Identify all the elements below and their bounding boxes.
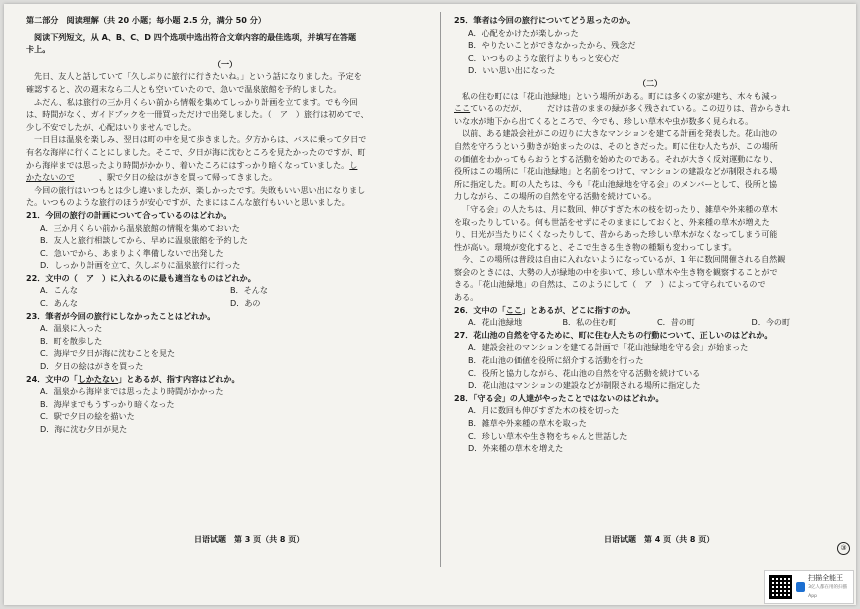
question-24-stem: 24．文中の「しかたない」とあるが、指す内容はどれか。 [26, 373, 240, 384]
passage-line: きる。「花山池緑地」の自然は、このようにして（ ア ）によって守られているので [454, 279, 766, 290]
option-26d: D．今の町 [751, 317, 791, 328]
page-divider [440, 12, 441, 567]
passage-line: ここているのだが、 だけは昔のままの緑が多く残されている。この辺りは、昔からきれ [454, 103, 790, 114]
option-23b: B．町を散歩した [40, 335, 103, 346]
option-23a: A．温泉に入った [40, 323, 103, 334]
passage-line: の価値をわかってもらおうとする活動を始めたのである。それが大きく反対運動になり、 [454, 153, 778, 164]
passage-line: 力しながら、この場所の自然を守る活動を続けている。 [454, 191, 657, 202]
passage-heading-2: （二） [637, 77, 663, 88]
question-21-stem: 21．今回の旅行の計画について合っているのはどれか。 [26, 209, 232, 220]
instruction-line-1: 阅读下列短文，从 A、B、C、D 四个选项中选出符合文章内容的最佳选项，并填写在答题 [34, 31, 357, 42]
underlined-word: かたないので [26, 172, 75, 183]
question-28-stem: 28．「守る会」の人達がやったことではないのはどれか。 [454, 392, 664, 403]
passage-line: ふだん、私は旅行の三か月くらい前から情報を集めてしっかり計画を立てます。でも今回 [34, 96, 358, 107]
passage-line: 所に指定した。町の人たちは、今も「花山池緑地を守る会」のメンバーとして、役所と協 [454, 178, 778, 189]
passage-line: 少し不安でしたが、心配はいりませんでした。 [26, 121, 196, 132]
passage-line: から海岸までは思ったより時間がかかり、着いたころにはすっかり暗くなっていました。し [26, 159, 358, 170]
option-28a: A．月に数回も伸びすぎた木の枝を切った [468, 405, 620, 416]
options-22-row2 [26, 297, 424, 310]
page-footer-left: 日语试题 第 3 页（共 8 页） [194, 535, 305, 544]
option-22a: A．こんな [40, 285, 78, 296]
passage-line: 以前、ある建設会社がこの辺りに大きなマンションを建てる計画を発表した。花山池の [462, 128, 778, 139]
passage-line: 私の住む町には「花山池緑地」という場所がある。町には多くの家が建ち、木々も減っ [462, 90, 778, 101]
option-22c: C．あんな [40, 298, 79, 309]
watermark-tagline: 3亿人都在用的扫描App [808, 584, 848, 599]
option-24c: C．駅で夕日の絵を描いた [40, 411, 135, 422]
option-23c: C．海岸で夕日が海に沈むことを見た [40, 348, 176, 359]
option-27a: A．建設会社のマンションを建てる計画で「花山池緑地を守る会」が始まった [468, 342, 749, 353]
passage-heading-1: （一） [212, 58, 238, 69]
option-25c: C．いつものような旅行よりもっと安心だ [468, 52, 620, 63]
question-26-stem: 26．文中の「ここ」とあるが、どこに指すのか。 [454, 304, 636, 315]
options-22-row1 [26, 284, 424, 297]
option-28c: C．珍しい草木や生き物をちゃんと世話した [468, 430, 628, 441]
option-26a: A．花山池緑地 [468, 317, 523, 328]
passage-line: 察会のときには、大勢の人が緑地の中を歩いて、珍しい草木や生き物を観察することがで [454, 266, 778, 277]
passage-line: 性が高い。環境が変化すると、そこで生きる生き物の種類も変わってします。 [454, 241, 737, 252]
qr-code-icon [769, 575, 792, 599]
underlined-word: ここ [505, 304, 522, 315]
question-27-stem: 27．花山池の自然を守るために、町に住む人たちの行動について、正しいのはどれか。 [454, 329, 773, 340]
question-25-stem: 25．筆者は今回の旅行についてどう思ったのか。 [454, 15, 636, 25]
underlined-word: しかたない [77, 373, 119, 384]
watermark-name: 扫描全能王 [808, 573, 844, 582]
option-24d: D．海に沈む夕日が見た [40, 424, 128, 434]
passage-line: 役所はこの場所に「花山池緑地」と名前をつけて、マンションの建設などが制限される場 [454, 166, 778, 177]
watermark-text [808, 574, 853, 601]
passage-line: 「守る会」の人たちは、月に数回、伸びすぎた木の枝を切ったり、雑草や外来種の草木 [462, 203, 778, 214]
option-22b: B．そんな [230, 285, 268, 296]
underlined-word: ここ [454, 103, 471, 114]
option-24a: A．温泉から海岸までは思ったより時間がかかった [40, 386, 224, 397]
question-22-stem: 22．文中の（ ア ）に入れるのに最も適当なものはどれか。 [26, 272, 256, 283]
passage-line: 一日目は温泉を楽しみ、翌日は町の中を見て歩きました。夕方からは、バスに乗って夕日で [34, 134, 367, 145]
passage-line: た。いつものような旅行のほうが安心ですが、たまにはこんな旅行もいいと思いました。 [26, 197, 350, 208]
app-logo-icon [796, 582, 805, 592]
option-28b: B．雑草や外来種の草木を取った [468, 418, 587, 428]
scanned-exam-sheet [4, 4, 856, 605]
scanner-watermark [764, 570, 854, 604]
question-23-stem: 23．筆者が今回の旅行にしなかったことはどれか。 [26, 310, 216, 321]
passage-line: かたないので 、駅で夕日の絵はがきを買って帰ってきました。 [26, 172, 277, 183]
passage-line: 自然を守ろうという動きが始まったのは、そのときだった。町に住む人たちが、この場所 [454, 140, 778, 151]
underlined-word: し [349, 159, 358, 170]
option-23d: D．夕日の絵はがきを買った [40, 361, 144, 372]
options-26 [454, 316, 846, 329]
option-21a: A．三か月くらい前から温泉旅館の情報を集めておいた [40, 222, 240, 233]
option-28d: D．外来種の草木を増えた [468, 443, 564, 454]
passage-line: 有名な海岸に行くことにしました。そこで、夕日が海に沈むところを見たかったのですが、町 [26, 146, 366, 157]
passage-line: は、時間がなく、ガイドブックを一冊買っただけで出発しました。（ ア ）旅行は初めてで、 [26, 109, 369, 120]
option-21d: D．しっかり計画を立て、久しぶりに温泉旅行に行った [40, 260, 241, 271]
option-25d: D．いい思い出になった [468, 65, 556, 76]
option-22d: D．あの [230, 298, 261, 309]
passage-line: 確認すると、次の週末なら二人とも空いていたので、急いで温泉旅館を予約しました。 [26, 83, 342, 94]
right-page [454, 14, 846, 455]
option-26c: C．昔の町 [657, 317, 696, 328]
option-21b: B．友人と旅行相談してから、早めに温泉旅館を予約した [40, 235, 248, 246]
option-21c: C．急いでから、あまりよく準備しないで出発した [40, 247, 224, 258]
left-page [26, 14, 424, 436]
option-25b: B．やりたいことができなかったから、残念だ [468, 40, 636, 51]
passage-line: を取ったりしている。何も世話をせずにそのままにしておくと、外来種の草木が増えた [454, 216, 770, 227]
passage-line: ある。 [454, 292, 479, 303]
option-27d: D．花山池はマンションの建設などが制限される場所に指定した [468, 380, 701, 391]
option-27b: B．花山池の価値を役所に紹介する活動を行った [468, 355, 644, 366]
option-24b: B．海岸までもうすっかり暗くなった [40, 398, 175, 409]
section-title: 第二部分 阅读理解（共 20 小题；每小题 2.5 分，满分 50 分） [26, 15, 266, 25]
option-27c: C．役所と協力しながら、花山池の自然を守る活動を続けている [468, 367, 701, 378]
passage-line: 今回の旅行はいつもとは少し違いましたが、楽しかったです。失敗もいい思い出になりまし [34, 184, 366, 195]
passage-line: り、日光が当たりにくくなったりして、昔からあった珍しい草木がなくなってしまう可能 [454, 229, 778, 240]
corner-mark: ③ [837, 542, 850, 555]
page-footer-right: 日语试题 第 4 页（共 8 页） [604, 535, 715, 544]
passage-line: いな水が地下から出てくるところで、今でも、珍しい草木や虫が数多く見られる。 [454, 115, 754, 126]
option-25a: A．心配をかけたが楽しかった [468, 27, 579, 38]
instruction-line-2: 卡上。 [26, 44, 51, 55]
passage-line: 先日、友人と話していて「久しぶりに旅行に行きたいね。」という話になりました。予定を [34, 71, 362, 82]
passage-line: 今、この場所は普段は自由に入れないようになっているが、1 年に数回開催される自然観 [462, 254, 786, 265]
option-26b: B．私の住む町 [562, 317, 617, 328]
